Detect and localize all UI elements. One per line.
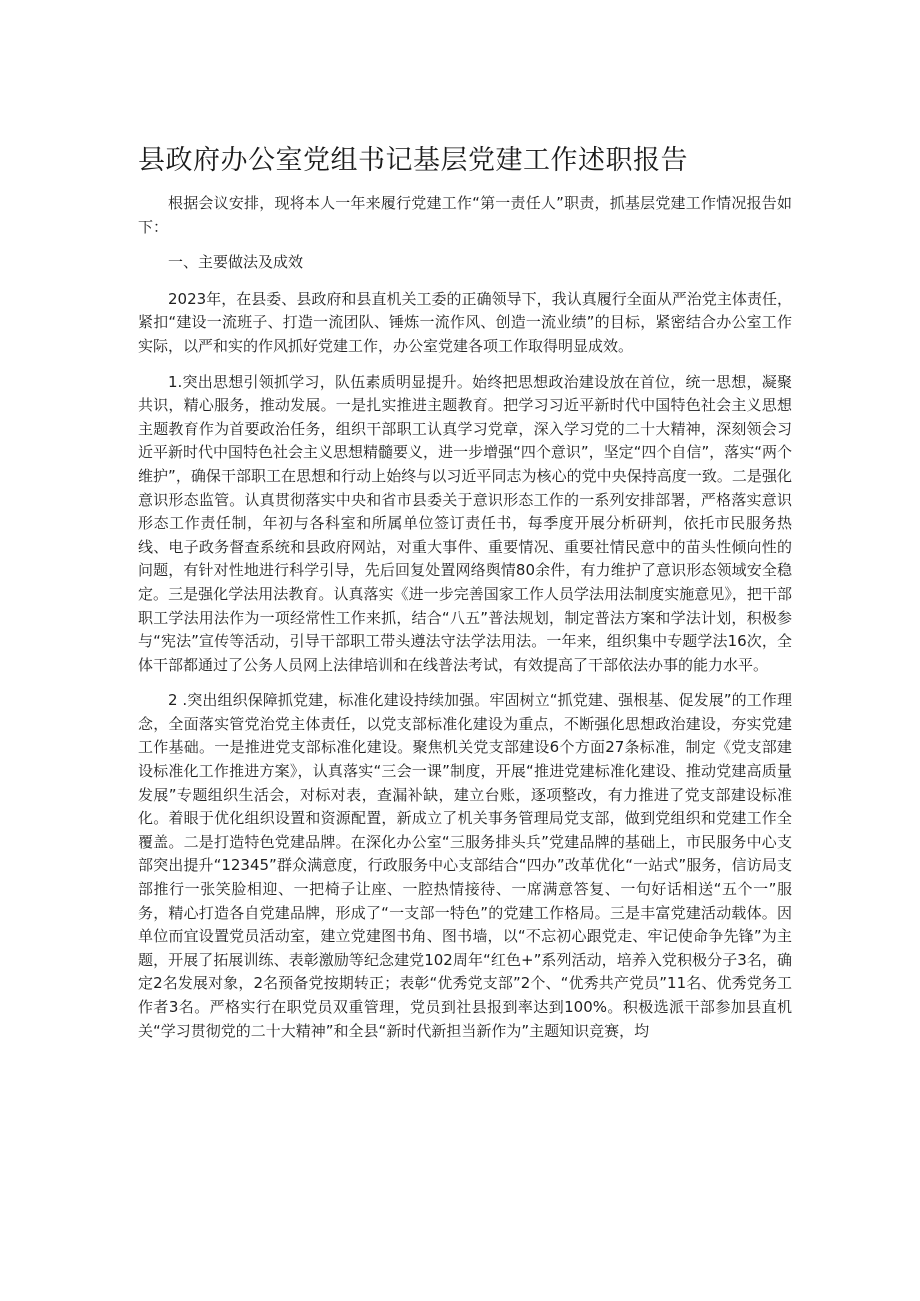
point-2-paragraph: 2 .突出组织保障抓党建，标准化建设持续加强。牢固树立“抓党建、强根基、促发展”的工作理念，全面落实管党治党主体责任，以党支部标准化建设为重点，不断强化思想政治建设，夯实党建工作基础。一是推进党支部标准化建设。聚焦机关党支部建设6个方面27条标准，制定《党支部建设标准化工作推进方案》，认真落实“三会一课”制度，开展“推进党建标准化建设、推动党建高质量发展”专题组织生活会，对标对表，查漏补缺，建立台账，逐项整改，有力推进了党支部建设标准化。着眼于优化组织设置和资源配置，新成立了机关事务管理局党支部，做到党组织和党建工作全覆盖。二是打造特色党建品牌。在深化办公室“三服务排头兵”党建品牌的基础上，市民服务中心支部突出提升“12345”群众满意度，行政服务中心支部结合“四办”改革优化“一站式”服务，信访局支部推行一张笑脸相迎、一把椅子让座、一腔热情接待、一席满意答复、一句好话相送“五个一”服务，精心打造各自党建品牌，形成了“一支部一特色”的党建工作格局。三是丰富党建活动载体。因单位而宜设置党员活动室，建立党建图书角、图书墙，以“不忘初心跟党走、牢记使命争先锋”为主题，开展了拓展训练、表彰激励等纪念建党102周年“红色+”系列活动，培养入党积极分子3名，确定2名发展对象，2名预备党按期转正；表彰“优秀党支部”2个、“优秀共产党员”11名、优秀党务工作者3名。严格实行在职党员双重管理，党员到社县报到率达到100%。积极选派干部参加县直机关“学习贯彻党的二十大精神”和全县“新时代新担当新作为”主题知识竞赛，均: [138, 691, 792, 1040]
point-1-paragraph: 1.突出思想引领抓学习，队伍素质明显提升。始终把思想政治建设放在首位，统一思想，凝聚共识，精心服务，推动发展。一是扎实推进主题教育。把学习习近平新时代中国特色社会主义思想主题教育作为首要政治任务，组织干部职工认真学习党章，深入学习党的二十大精神，深刻领会习近平新时代中国特色社会主义思想精髓要义，进一步增强“四个意识”，坚定“四个自信”，落实“两个维护”，确保干部职工在思想和行动上始终与以习近平同志为核心的党中央保持高度一致。二是强化意识形态监管。认真贯彻落实中央和省市县委关于意识形态工作的一系列安排部署，严格落实意识形态工作责任制，年初与各科室和所属单位签订责任书，每季度开展分析研判，依托市民服务热线、电子政务督查系统和县政府网站，对重大事件、重要情况、重要社情民意中的苗头性倾向性的问题，有针对性地进行科学引导，先后回复处置网络舆情80余件，有力维护了意识形态领域安全稳定。三是强化学法用法教育。认真落实《进一步完善国家工作人员学法用法制度实施意见》，把干部职工学法用法作为一项经常性工作来抓，结合“八五”普法规划，制定普法方案和学法计划，积极参与“宪法”宣传等活动，引导干部职工带头遵法守法学法用法。一年来，组织集中专题学法16次，全体干部都通过了公务人员网上法律培训和在线普法考试，有效提高了干部依法办事的能力水平。: [138, 372, 792, 674]
document-title: 县政府办公室党组书记基层党建工作述职报告: [138, 145, 688, 176]
summary-paragraph: 2023年，在县委、县政府和县直机关工委的正确领导下，我认真履行全面从严治党主体责任，紧扣“建设一流班子、打造一流团队、锤炼一流作风、创造一流业绩”的目标，紧密结合办公室工作实际，以严和实的作风抓好党建工作，办公室党建各项工作取得明显成效。: [138, 289, 792, 355]
section-heading: 一、主要做法及成效: [168, 253, 304, 272]
document-body: [138, 192, 792, 1055]
intro-paragraph: 根据会议安排，现将本人一年来履行党建工作“第一责任人”职责，抓基层党建工作情况报告如下：: [138, 194, 792, 236]
